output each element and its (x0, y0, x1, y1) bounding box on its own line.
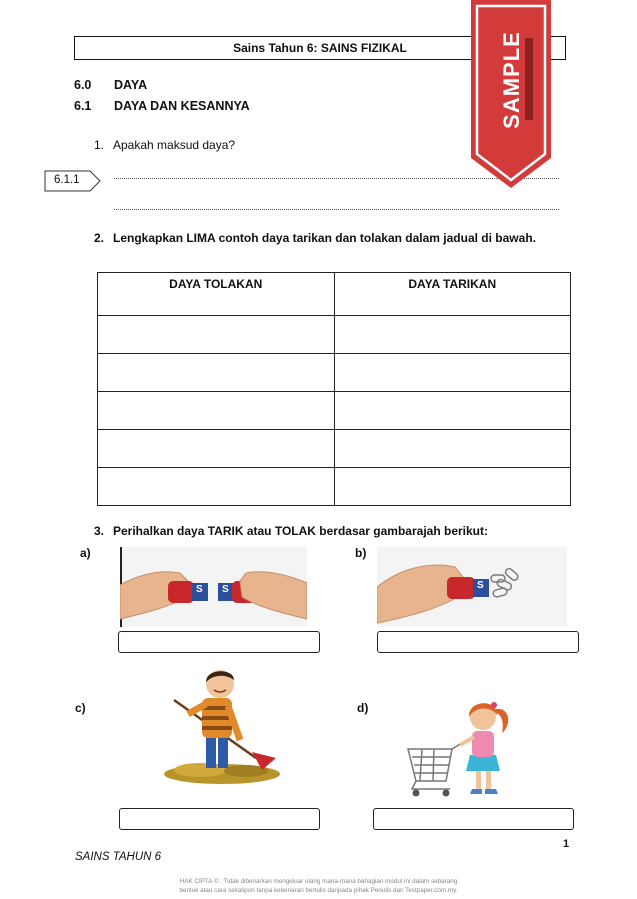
table-header-tarikan: DAYA TARIKAN (334, 273, 571, 316)
table-cell[interactable] (98, 316, 335, 354)
table-header-tolakan: DAYA TOLAKAN (98, 273, 335, 316)
sample-stamp-text: SAMPLE (499, 31, 524, 129)
picture-magnet-attract (377, 547, 567, 627)
worksheet-title: Sains Tahun 6: SAINS FIZIKAL (233, 41, 407, 55)
picture-label-b: b) (355, 546, 367, 560)
answer-box-c[interactable] (119, 808, 320, 830)
answer-box-a[interactable] (118, 631, 320, 653)
standard-code: 6.1.1 (54, 174, 80, 186)
question-text: Perihalkan daya TARIK atau TOLAK berdasar gambarajah berikut: (113, 524, 488, 538)
table-cell[interactable] (334, 354, 571, 392)
table-cell[interactable] (98, 430, 335, 468)
table-row (98, 468, 571, 506)
table-row (98, 430, 571, 468)
copyright-notice (0, 877, 637, 895)
table-cell[interactable] (98, 392, 335, 430)
table-cell[interactable] (98, 468, 335, 506)
picture-girl-pushing-trolley (406, 693, 522, 803)
question-number: 2. (94, 231, 105, 245)
table-cell[interactable] (334, 430, 571, 468)
picture-boy-raking-leaves (160, 662, 284, 786)
heading-text: DAYA DAN KESANNYA (114, 99, 250, 113)
picture-magnets-repel (120, 547, 307, 627)
table-cell[interactable] (334, 468, 571, 506)
heading-text: DAYA (114, 78, 148, 92)
copyright-line: bentuk atau cara sekalipun tanpa kebenaran bertulis daripada pihak Penulis dan Testpaper.com.my. (179, 887, 458, 894)
table-row (98, 392, 571, 430)
table-cell[interactable] (98, 354, 335, 392)
magnet-pole-label: S (222, 584, 229, 595)
answer-box-d[interactable] (373, 808, 574, 830)
heading-number: 6.0 (74, 78, 92, 92)
question-text: Lengkapkan LIMA contoh daya tarikan dan tolakan dalam jadual di bawah. (113, 231, 536, 245)
force-table (97, 272, 571, 506)
answer-line-2[interactable] (114, 209, 559, 210)
table-cell[interactable] (334, 392, 571, 430)
standard-code-tag (44, 170, 104, 192)
question-number: 1. (94, 138, 105, 152)
question-number: 3. (94, 524, 105, 538)
table-row (98, 316, 571, 354)
sample-stamp (469, 0, 553, 195)
picture-label-d: d) (357, 701, 369, 715)
magnet-pole-label: S (196, 584, 203, 595)
picture-label-c: c) (75, 701, 86, 715)
question-text: Apakah maksud daya? (113, 138, 236, 152)
page-number: 1 (563, 838, 570, 850)
table-row (98, 354, 571, 392)
picture-label-a: a) (80, 546, 91, 560)
answer-box-b[interactable] (377, 631, 579, 653)
table-cell[interactable] (334, 316, 571, 354)
footer-subject: SAINS TAHUN 6 (75, 851, 162, 863)
heading-number: 6.1 (74, 99, 92, 113)
copyright-line: HAK CIPTA © : Tidak dibenarkan mengeluar ulang mana-mana bahagian modul ini dalam sebarang (179, 878, 458, 885)
magnet-pole-label: S (477, 580, 484, 591)
